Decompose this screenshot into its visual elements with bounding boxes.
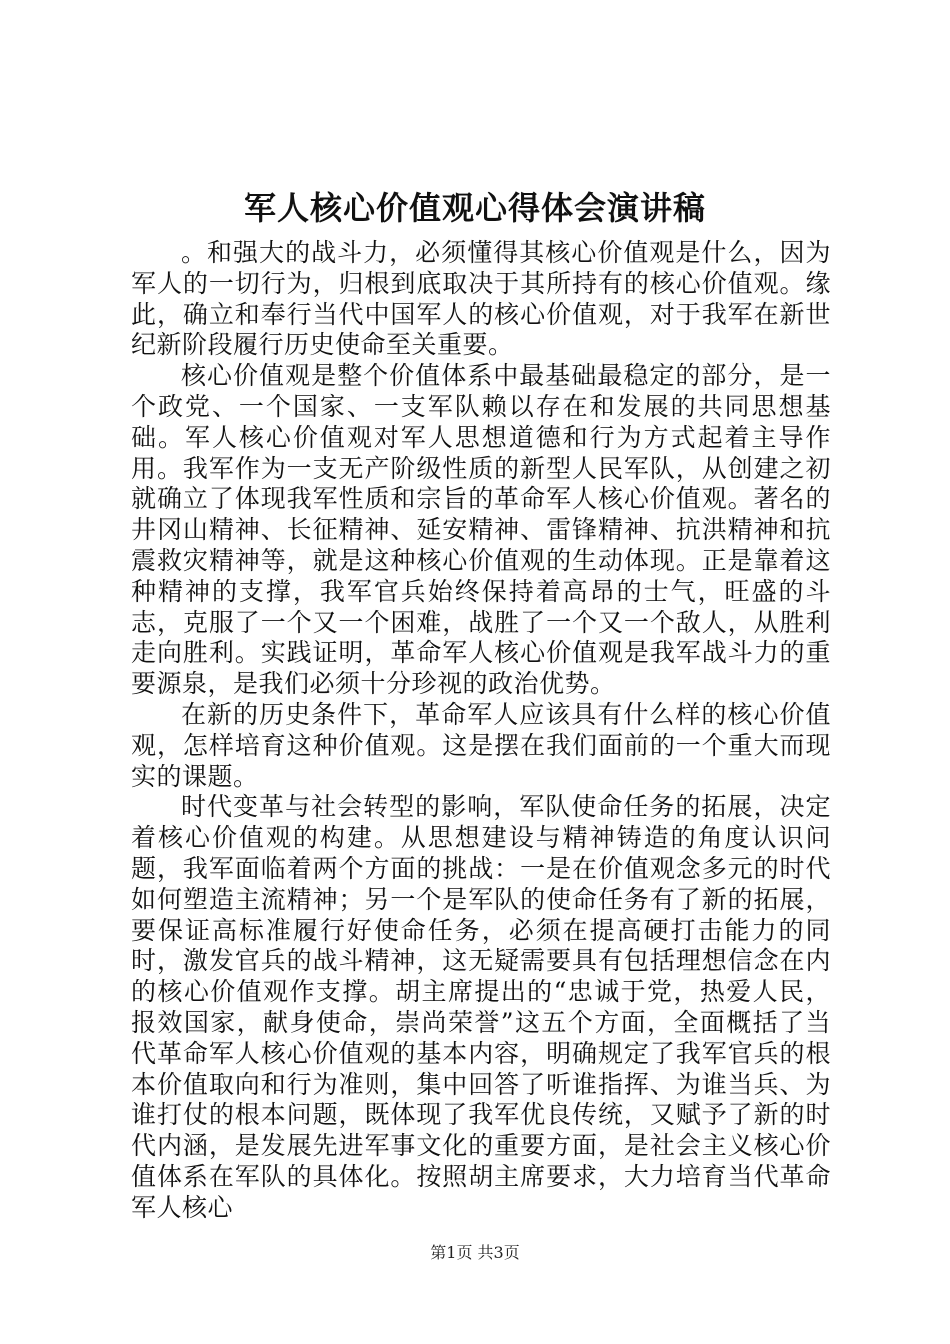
paragraph-4: 时代变革与社会转型的影响，军队使命任务的拓展，决定着核心价值观的构建。从思想建设与精神铸造的角度认识问题，我军面临着两个方面的挑战：一是在价值观念多元的时代如何塑造主流精神；另一个是军队的使命任务有了新的拓展，要保证高标准履行好使命任务，必须在提高硬打击能力的同时，激发官兵的战斗精神，这无疑需要具有包括理想信念在内的核心价值观作支撑。胡主席提出的“忠诚于党，热爱人民，报效国家，献身使命，崇尚荣誉”这五个方面，全面概括了当代革命军人核心价值观的基本内容，明确规定了我军官兵的根本价值取向和行为准则，集中回答了听谁指挥、为谁当兵、为谁打仗的根本问题，既体现了我军优良传统，又赋予了新的时代内涵，是发展先进军事文化的重要方面，是社会主义核心价值体系在军队的具体化。按照胡主席要求，大力培育当代革命军人核心 bbox=[131, 792, 831, 1222]
paragraph-3: 在新的历史条件下，革命军人应该具有什么样的核心价值观，怎样培育这种价值观。这是摆在我们面前的一个重大而现实的课题。 bbox=[131, 699, 831, 791]
document-body bbox=[131, 238, 831, 1224]
paragraph-1: 。和强大的战斗力，必须懂得其核心价值观是什么，因为军人的一切行为，归根到底取决于其所持有的核心价值观。缘此，确立和奉行当代中国军人的核心价值观，对于我军在新世纪新阶段履行历史使命至关重要。 bbox=[131, 238, 831, 360]
document-title: 军人核心价值观心得体会演讲稿 bbox=[243, 189, 706, 227]
paragraph-2: 核心价值观是整个价值体系中最基础最稳定的部分，是一个政党、一个国家、一支军队赖以存在和发展的共同思想基础。军人核心价值观对军人思想道德和行为方式起着主导作用。我军作为一支无产阶级性质的新型人民军队，从创建之初就确立了体现我军性质和宗旨的革命军人核心价值观。著名的井冈山精神、长征精神、延安精神、雷锋精神、抗洪精神和抗震救灾精神等，就是这种核心价值观的生动体现。正是靠着这种精神的支撑，我军官兵始终保持着高昂的士气，旺盛的斗志，克服了一个又一个困难，战胜了一个又一个敌人，从胜利走向胜利。实践证明，革命军人核心价值观是我军战斗力的重要源泉，是我们必须十分珍视的政治优势。 bbox=[131, 361, 831, 699]
page-number-footer: 第1页 共3页 bbox=[430, 1243, 520, 1262]
